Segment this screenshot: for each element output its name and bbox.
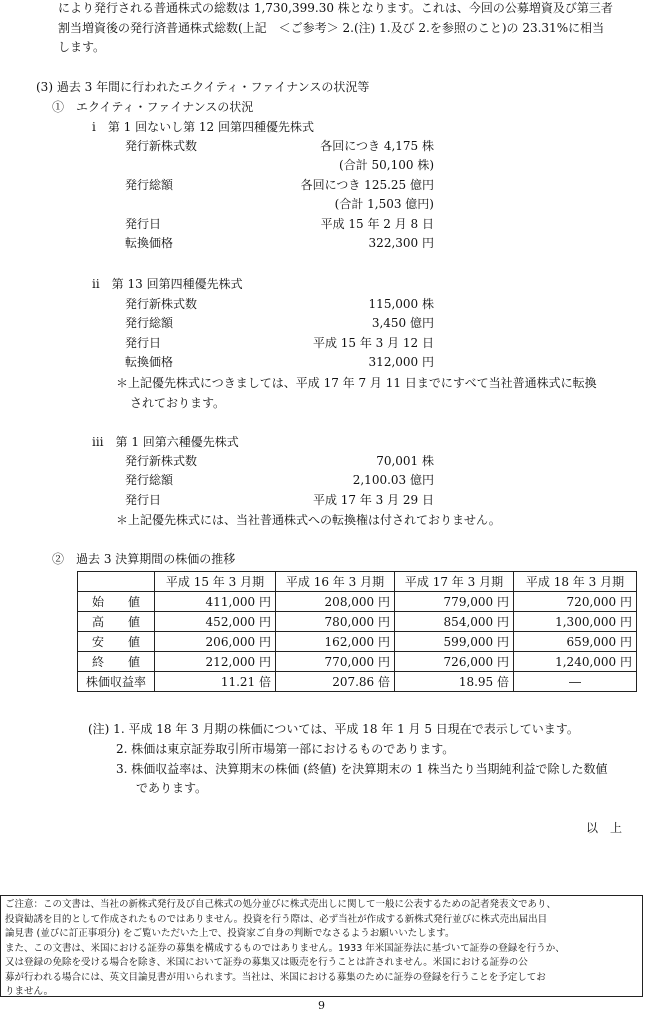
table-cell: 207.86 倍: [276, 672, 395, 692]
item-iii-label: 発行総額: [125, 473, 174, 487]
section-heading: (3) 過去 3 年間に行われたエクイティ・ファイナンスの状況等: [36, 80, 370, 94]
row-label: 高 値: [78, 612, 155, 632]
disclaimer-box: [0, 895, 643, 997]
item-ii-label: 発行総額: [125, 316, 174, 330]
note-3: 3. 株価収益率は、決算期末の株価 (終値) を決算期末の 1 株当たり当期純利益で除した数値: [116, 762, 608, 776]
table-cell: 1,300,000 円: [514, 612, 637, 632]
intro-line-2: 割当増資後の発行済普通株式総数(上記 ＜ご参考＞ 2.(注) 1.及び 2.を参照のこと)の 23.31%に相当: [58, 21, 605, 35]
row-label: 終 値: [78, 652, 155, 672]
item-iii-title: ⅲ 第 1 回第六種優先株式: [92, 435, 239, 449]
page-number: 9: [318, 999, 325, 1012]
table-header-cell: [78, 572, 155, 592]
end-mark: 以 上: [586, 821, 623, 835]
disclaimer-line: りません。: [5, 986, 54, 997]
item-iii-note: ＊上記優先株式には、当社普通株式への転換権は付されておりません。: [116, 513, 501, 527]
table-row: [78, 592, 637, 612]
table-cell: 780,000 円: [276, 612, 395, 632]
subsection-stock-price: ② 過去 3 決算期間の株価の推移: [52, 552, 236, 566]
table-header-cell: 平成 17 年 3 月期: [395, 572, 514, 592]
table-cell: 11.21 倍: [155, 672, 276, 692]
item-ii-value: 3,450 億円: [371, 316, 434, 330]
item-ii-title: ⅱ 第 13 回第四種優先株式: [92, 277, 243, 291]
intro-line-3: します。: [58, 40, 106, 54]
item-ii-value: 115,000 株: [368, 297, 434, 311]
table-cell: 208,000 円: [276, 592, 395, 612]
item-ii-value: 平成 15 年 3 月 12 日: [312, 336, 434, 350]
table-row: [78, 632, 637, 652]
item-i-label: 発行新株式数: [125, 139, 198, 153]
table-cell: 452,000 円: [155, 612, 276, 632]
table-header-cell: 平成 16 年 3 月期: [276, 572, 395, 592]
item-iii-value: 70,001 株: [376, 454, 434, 468]
disclaimer-line: 募が行われる場合には、英文目論見書が用いられます。当社は、米国における募集のために証券の登録を行うことを予定してお: [5, 971, 546, 983]
table-cell: 770,000 円: [276, 652, 395, 672]
item-ii-label: 転換価格: [125, 355, 174, 369]
table-cell: 1,240,000 円: [514, 652, 637, 672]
item-i-label: 発行総額: [125, 178, 174, 192]
item-iii-value: 平成 17 年 3 月 29 日: [312, 493, 434, 507]
disclaimer-line: また、この文書は、米国における証券の募集を構成するものではありません。1933 年米国証券法に基づいて証券の登録を行うか、: [5, 942, 565, 954]
table-cell: ―: [514, 672, 637, 692]
intro-line-1: により発行される普通株式の総数は 1,730,399.30 株となります。これは、今回の公募増資及び第三者: [58, 1, 613, 15]
table-cell: 18.95 倍: [395, 672, 514, 692]
table-cell: 212,000 円: [155, 652, 276, 672]
table-cell: 162,000 円: [276, 632, 395, 652]
item-ii-value: 312,000 円: [368, 355, 434, 369]
note-3-cont: であります。: [136, 781, 208, 795]
table-cell: 854,000 円: [395, 612, 514, 632]
item-i-title: ⅰ 第 1 回ないし第 12 回第四種優先株式: [92, 120, 315, 134]
disclaimer-line: 投資勧誘を目的として作成されたものではありません。投資を行う際は、必ず当社が作成する新株式発行並びに株式売出届出目: [5, 913, 548, 925]
table-row: [78, 672, 637, 692]
disclaimer-line: 又は登録の免除を受ける場合を除き、米国において証券の募集又は販売を行うことは許されません。米国における証券の公: [5, 957, 528, 968]
note-2: 2. 株価は東京証券取引所市場第一部におけるものであります。: [116, 742, 455, 756]
table-row: [78, 652, 637, 672]
item-ii-label: 発行新株式数: [125, 297, 198, 311]
item-ii-note: ＊上記優先株式につきましては、平成 17 年 7 月 11 日までにすべて当社普通株式に転換: [116, 376, 597, 390]
item-i-value: (合計 1,503 億円): [334, 197, 434, 211]
note-1: (注) 1. 平成 18 年 3 月期の株価については、平成 18 年 1 月 5 日現在で表示しています。: [88, 722, 579, 736]
table-cell: 726,000 円: [395, 652, 514, 672]
table-cell: 779,000 円: [395, 592, 514, 612]
table-cell: 720,000 円: [514, 592, 637, 612]
item-i-value: 各回につき 4,175 株: [320, 139, 434, 153]
table-header-cell: 平成 15 年 3 月期: [155, 572, 276, 592]
table-cell: 659,000 円: [514, 632, 637, 652]
table-row: [78, 612, 637, 632]
item-ii-label: 発行日: [125, 336, 162, 350]
stock-price-table: [77, 571, 637, 692]
item-i-label: 発行日: [125, 217, 162, 231]
item-i-value: 322,300 円: [368, 236, 434, 250]
table-header-row: [78, 572, 637, 592]
subsection-equity-finance: ① エクイティ・ファイナンスの状況: [52, 100, 254, 114]
row-label: 始 値: [78, 592, 155, 612]
disclaimer-line: ご注意：この文書は、当社の新株式発行及び自己株式の処分並びに株式売出しに関して一般に公表するための記者発表文であり、: [5, 899, 557, 910]
table-cell: 599,000 円: [395, 632, 514, 652]
row-label: 株価収益率: [78, 672, 155, 692]
item-i-value: (合計 50,100 株): [339, 158, 434, 172]
item-i-label: 転換価格: [125, 236, 174, 250]
table-cell: 411,000 円: [155, 592, 276, 612]
table-header-cell: 平成 18 年 3 月期: [514, 572, 637, 592]
item-i-value: 平成 15 年 2 月 8 日: [320, 217, 434, 231]
table-cell: 206,000 円: [155, 632, 276, 652]
item-iii-label: 発行新株式数: [125, 454, 198, 468]
item-i-value: 各回につき 125.25 億円: [300, 178, 434, 192]
item-iii-label: 発行日: [125, 493, 162, 507]
item-iii-value: 2,100.03 億円: [352, 473, 434, 487]
disclaimer-line: 論見書 (並びに訂正事項分) をご覧いただいた上で、投資家ご自身の判断でなさるようお願いいたします。: [5, 928, 455, 939]
item-ii-note-cont: されております。: [130, 396, 226, 410]
row-label: 安 値: [78, 632, 155, 652]
